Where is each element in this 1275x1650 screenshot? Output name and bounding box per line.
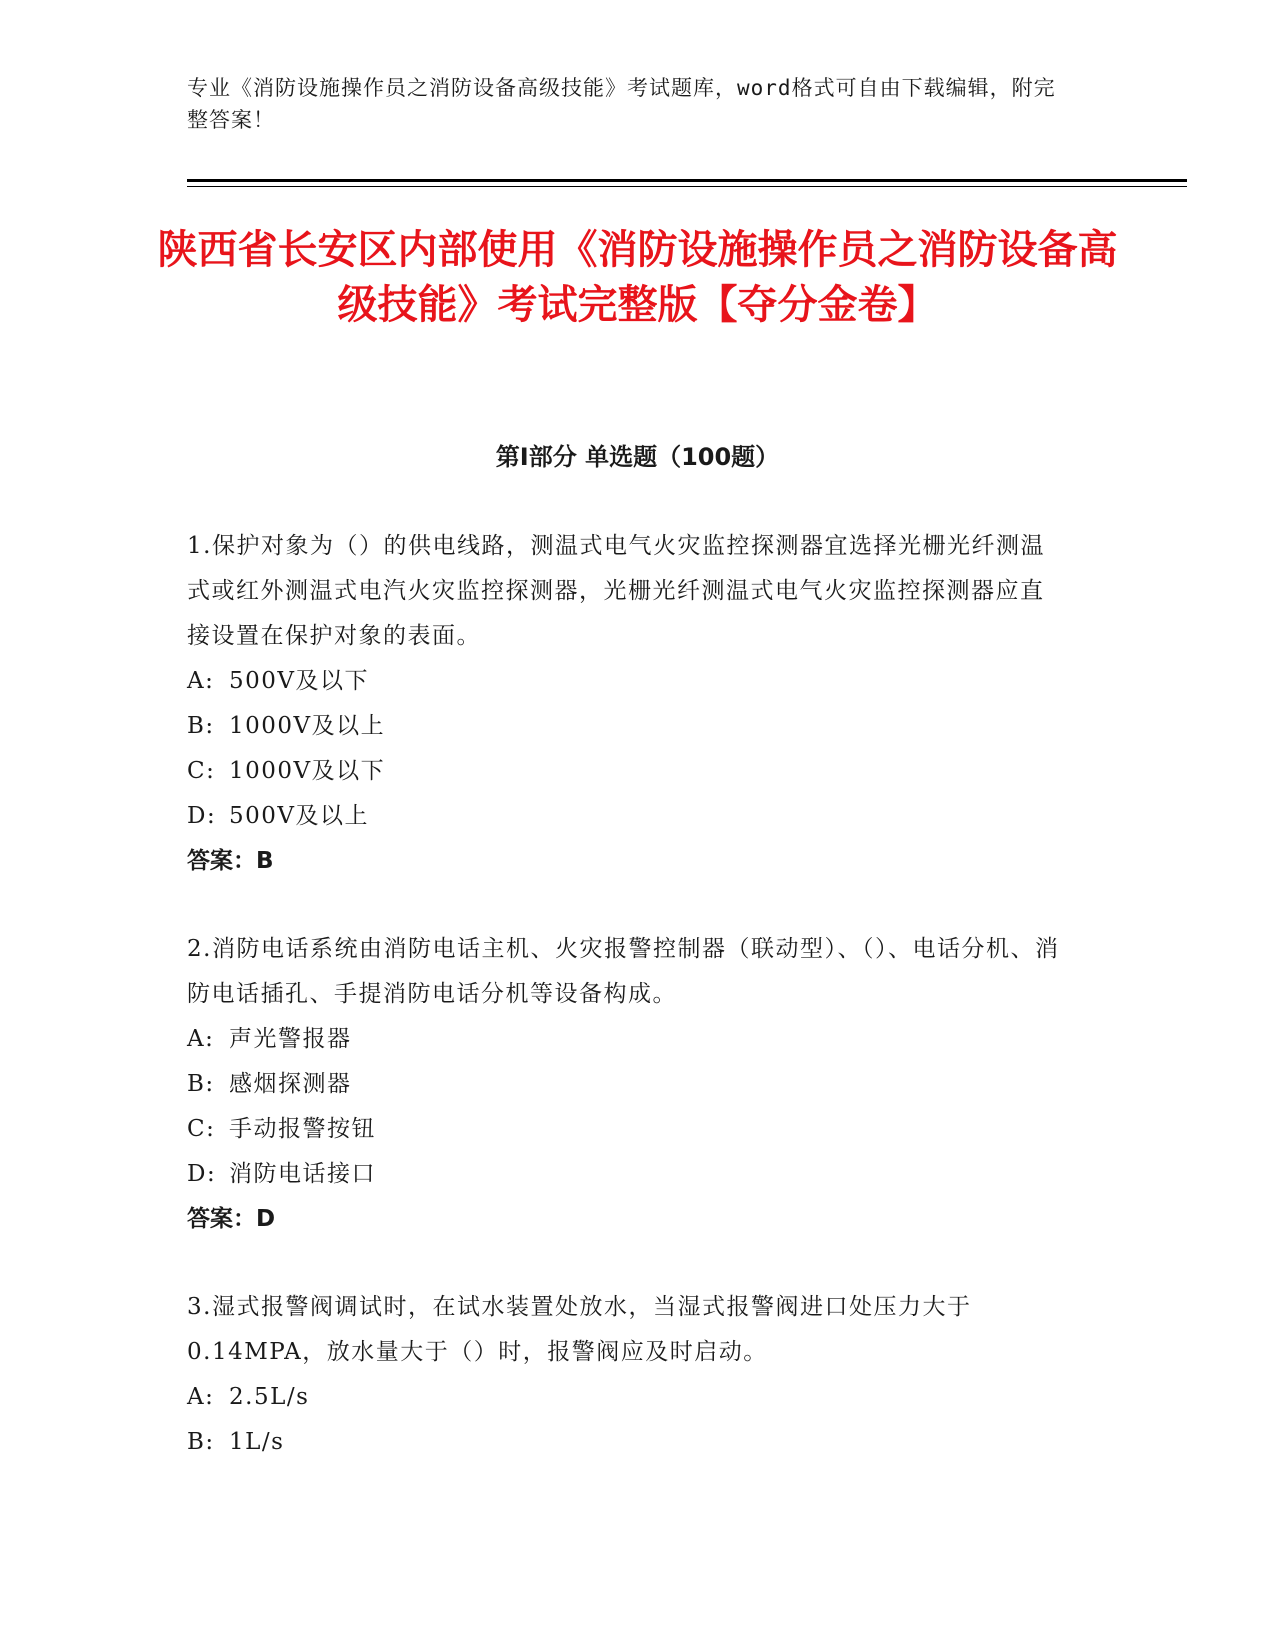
option-a bbox=[187, 1017, 1067, 1062]
header-divider-thick bbox=[187, 179, 1187, 182]
option-key: A: bbox=[187, 668, 215, 694]
option-text: 1000V及以下 bbox=[229, 758, 386, 784]
document-title: 陕西省长安区内部使用《消防设施操作员之消防设备高级技能》考试完整版【夺分金卷】 bbox=[157, 227, 1118, 328]
option-text: 感烟探测器 bbox=[229, 1071, 352, 1097]
option-a bbox=[187, 1375, 1067, 1420]
option-text: 手动报警按钮 bbox=[229, 1116, 376, 1142]
option-key: C: bbox=[187, 1116, 216, 1142]
question-text: 3.湿式报警阀调试时，在试水装置处放水，当湿式报警阀进口处压力大于0.14MPA，放水量大于（）时，报警阀应及时启动。 bbox=[187, 1294, 972, 1365]
option-d bbox=[187, 1152, 1067, 1197]
option-a bbox=[187, 659, 1067, 704]
option-text: 1L/s bbox=[229, 1429, 285, 1455]
answer: 答案：D bbox=[187, 1206, 276, 1232]
option-b bbox=[187, 1420, 1067, 1465]
section-title: 第Ⅰ部分 单选题（100题） bbox=[495, 443, 780, 471]
option-text: 消防电话接口 bbox=[229, 1161, 376, 1187]
option-b bbox=[187, 704, 1067, 749]
question-list bbox=[187, 524, 1067, 1508]
option-c bbox=[187, 1107, 1067, 1152]
option-d bbox=[187, 794, 1067, 839]
option-b bbox=[187, 1062, 1067, 1107]
question-3 bbox=[187, 1285, 1067, 1465]
option-key: D: bbox=[187, 1161, 217, 1187]
option-key: A: bbox=[187, 1384, 215, 1410]
header-divider-thin bbox=[187, 186, 1187, 187]
option-text: 500V及以上 bbox=[229, 803, 370, 829]
question-1 bbox=[187, 524, 1067, 884]
option-c bbox=[187, 749, 1067, 794]
question-text: 2.消防电话系统由消防电话主机、火灾报警控制器（联动型）、（）、电话分机、消防电话插孔、手提消防电话分机等设备构成。 bbox=[187, 936, 1060, 1007]
option-key: B: bbox=[187, 1071, 215, 1097]
header-note: 专业《消防设施操作员之消防设备高级技能》考试题库，word格式可自由下载编辑，附完整答案！ bbox=[187, 76, 1056, 132]
option-text: 2.5L/s bbox=[229, 1384, 310, 1410]
question-text: 1.保护对象为（）的供电线路，测温式电气火灾监控探测器宜选择光栅光纤测温式或红外测温式电汽火灾监控探测器，光栅光纤测温式电气火灾监控探测器应直接设置在保护对象的表面。 bbox=[187, 533, 1045, 649]
option-key: D: bbox=[187, 803, 217, 829]
option-text: 500V及以下 bbox=[229, 668, 370, 694]
option-key: C: bbox=[187, 758, 216, 784]
option-key: B: bbox=[187, 1429, 215, 1455]
answer: 答案：B bbox=[187, 848, 274, 874]
option-key: B: bbox=[187, 713, 215, 739]
option-text: 声光警报器 bbox=[229, 1026, 352, 1052]
option-key: A: bbox=[187, 1026, 215, 1052]
option-text: 1000V及以上 bbox=[229, 713, 386, 739]
question-2 bbox=[187, 927, 1067, 1242]
